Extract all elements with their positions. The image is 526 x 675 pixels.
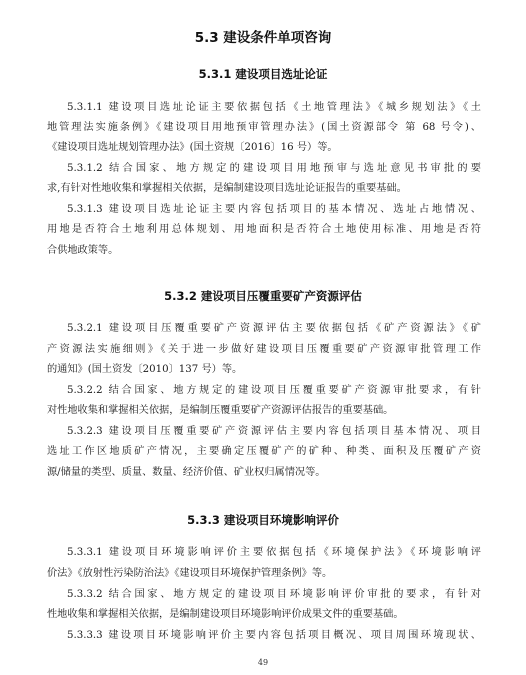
paragraph-line: 的通知》(国土资发〔2010〕137 号）等。 <box>47 364 243 375</box>
paragraph-line: 5.3.3.1 建设项目环境影响评价主要依据包括《环境保护法》《环境影响评 <box>67 547 481 558</box>
paragraph-line: 性地收集和掌握相关依据，是编制建设项目环境影响评价成果文件的重要基础。 <box>47 609 404 620</box>
paragraph-line: 价法》《放射性污染防治法》《建设项目环境保护管理条例》等。 <box>47 568 333 579</box>
section-heading-5-3-1: 5.3.1 建设项目选址论证 <box>198 67 328 81</box>
paragraph-line: 源/储量的类型、质量、数量、经济价值、矿业权归属情况等。 <box>47 467 326 478</box>
paragraph-line: 5.3.1.1 建设项目选址论证主要依据包括《土地管理法》《城乡规划法》《土 <box>67 102 481 113</box>
paragraph-line: 地管理法实施条例》《建设项目用地预审管理办法》(国土资源部令 第 68 号令)、 <box>47 122 481 133</box>
section-heading-5-3-2: 5.3.2 建设项目压覆重要矿产资源评估 <box>164 289 362 303</box>
paragraph-line: 用地是否符合土地利用总体规划、用地面积是否符合土地使用标准、用地是否符 <box>47 224 481 235</box>
paragraph-line: 5.3.3.3 建设项目环境影响评价主要内容包括项目概况、项目周围环境现状、 <box>67 630 481 641</box>
paragraph-line: 合供地政策等。 <box>47 245 119 256</box>
paragraph-line: 求,有针对性地收集和掌握相关依据，是编制建设项目选址论证报告的重要基础。 <box>47 183 407 194</box>
paragraph-line: 5.3.3.2 结合国家、地方规定的建设项目环境影响评价审批的要求，有针对 <box>67 589 481 600</box>
paragraph-line: 对性地收集和掌握相关依据，是编制压覆重要矿产资源评估报告的重要基础。 <box>47 405 394 416</box>
paragraph-line: 产资源法实施细则》《关于进一步做好建设项目压覆重要矿产资源审批管理工作 <box>47 344 481 355</box>
paragraph-line: 《建设项目选址规划管理办法》(国土资规〔2016〕16 号）等。 <box>47 142 338 153</box>
page-title: 5.3 建设条件单项咨询 <box>194 30 332 46</box>
page-number: 49 <box>257 658 269 667</box>
section-heading-5-3-3: 5.3.3 建设项目环境影响评价 <box>187 513 339 527</box>
paragraph-line: 5.3.1.3 建设项目选址论证主要内容包括项目的基本情况、选址占地情况、 <box>67 204 481 215</box>
paragraph-line: 5.3.2.3 建设项目压覆重要矿产资源评估主要内容包括项目基本情况、项目 <box>67 426 481 437</box>
paragraph-line: 5.3.2.2 结合国家、地方规定的建设项目压覆重要矿产资源审批要求，有针 <box>67 385 481 396</box>
paragraph-line: 5.3.1.2 结合国家、地方规定的建设项目用地预审与选址意见书审批的要 <box>67 163 481 174</box>
paragraph-line: 选址工作区地质矿产情况，主要确定压覆矿产的矿种、种类、面积及压覆矿产资 <box>47 446 481 457</box>
paragraph-line: 5.3.2.1 建设项目压覆重要矿产资源评估主要依据包括《矿产资源法》《矿 <box>67 323 481 334</box>
